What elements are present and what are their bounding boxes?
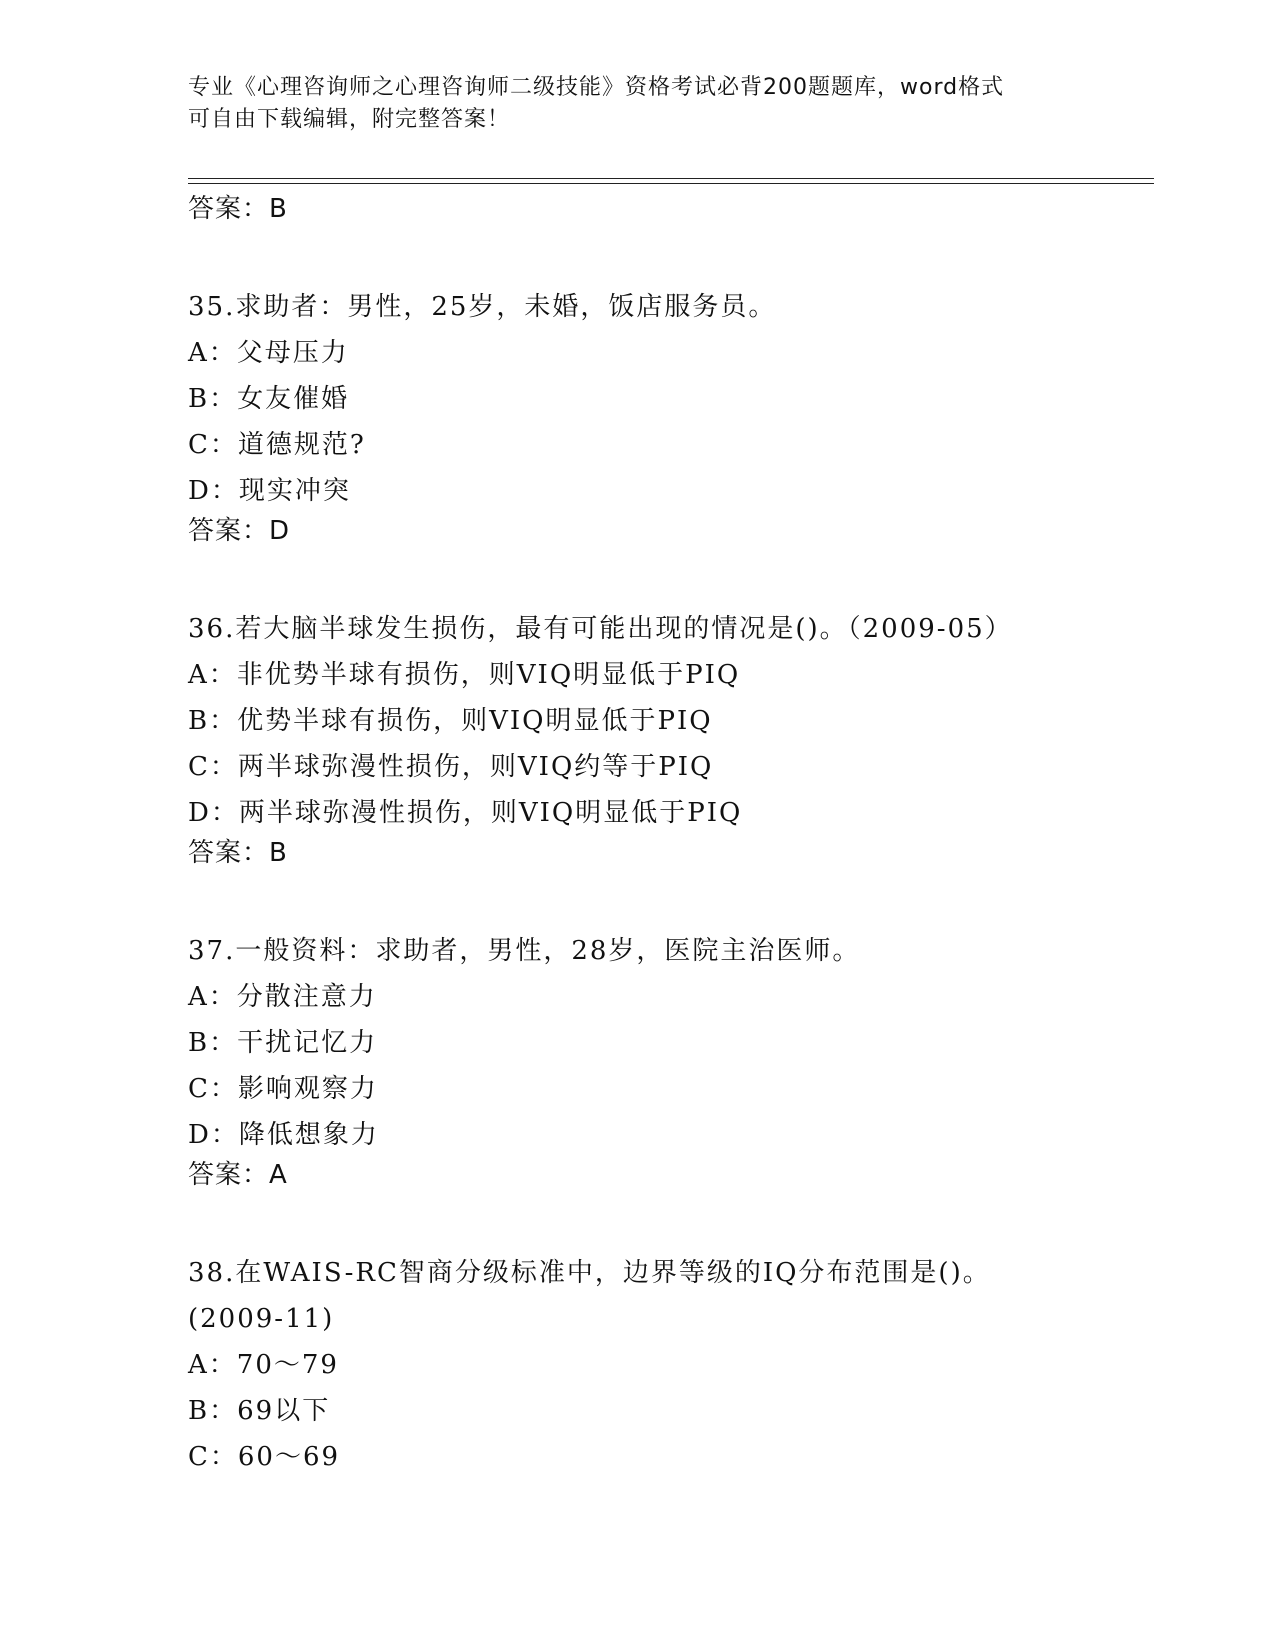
question-37 xyxy=(188,928,1148,1192)
question-stem: 35.求助者：男性，25岁，未婚，饭店服务员。 xyxy=(188,292,777,322)
option-c: C：两半球弥漫性损伤，则VIQ约等于PIQ xyxy=(188,752,714,782)
question-stem: 36.若大脑半球发生损伤，最有可能出现的情况是()。（2009-05） xyxy=(188,614,1013,644)
option-a: A：非优势半球有损伤，则VIQ明显低于PIQ xyxy=(188,660,741,690)
answer: 答案：A xyxy=(188,1160,288,1190)
option-a: A：70～79 xyxy=(188,1350,339,1380)
option-a: A：父母压力 xyxy=(188,338,349,368)
option-b: B：女友催婚 xyxy=(188,384,350,414)
answer-previous: 答案：B xyxy=(188,194,288,224)
header-rule-top xyxy=(188,178,1154,179)
question-stem-continued: (2009-11) xyxy=(188,1304,335,1334)
question-35 xyxy=(188,284,1148,548)
option-b: B：69以下 xyxy=(188,1396,331,1426)
option-b: B：优势半球有损伤，则VIQ明显低于PIQ xyxy=(188,706,713,736)
option-d: D：现实冲突 xyxy=(188,476,351,506)
option-c: C：影响观察力 xyxy=(188,1074,378,1104)
question-36 xyxy=(188,606,1148,870)
option-d: D：两半球弥漫性损伤，则VIQ明显低于PIQ xyxy=(188,798,743,828)
document-header xyxy=(188,72,1068,136)
option-b: B：干扰记忆力 xyxy=(188,1028,378,1058)
option-c: C：60～69 xyxy=(188,1442,341,1472)
answer: 答案：D xyxy=(188,516,291,546)
question-stem: 37.一般资料：求助者，男性，28岁，医院主治医师。 xyxy=(188,936,861,966)
header-line-2: 可自由下载编辑，附完整答案！ xyxy=(188,107,511,132)
option-c: C：道德规范? xyxy=(188,430,366,460)
option-d: D：降低想象力 xyxy=(188,1120,379,1150)
answer: 答案：B xyxy=(188,838,288,868)
option-a: A：分散注意力 xyxy=(188,982,377,1012)
header-rule-bottom xyxy=(188,183,1154,184)
question-38 xyxy=(188,1250,1148,1480)
header-line-1: 专业《心理咨询师之心理咨询师二级技能》资格考试必背200题题库，word格式 xyxy=(188,75,1005,100)
question-stem: 38.在WAIS-RC智商分级标准中，边界等级的IQ分布范围是()。 xyxy=(188,1258,991,1288)
question-list xyxy=(188,192,1148,1480)
